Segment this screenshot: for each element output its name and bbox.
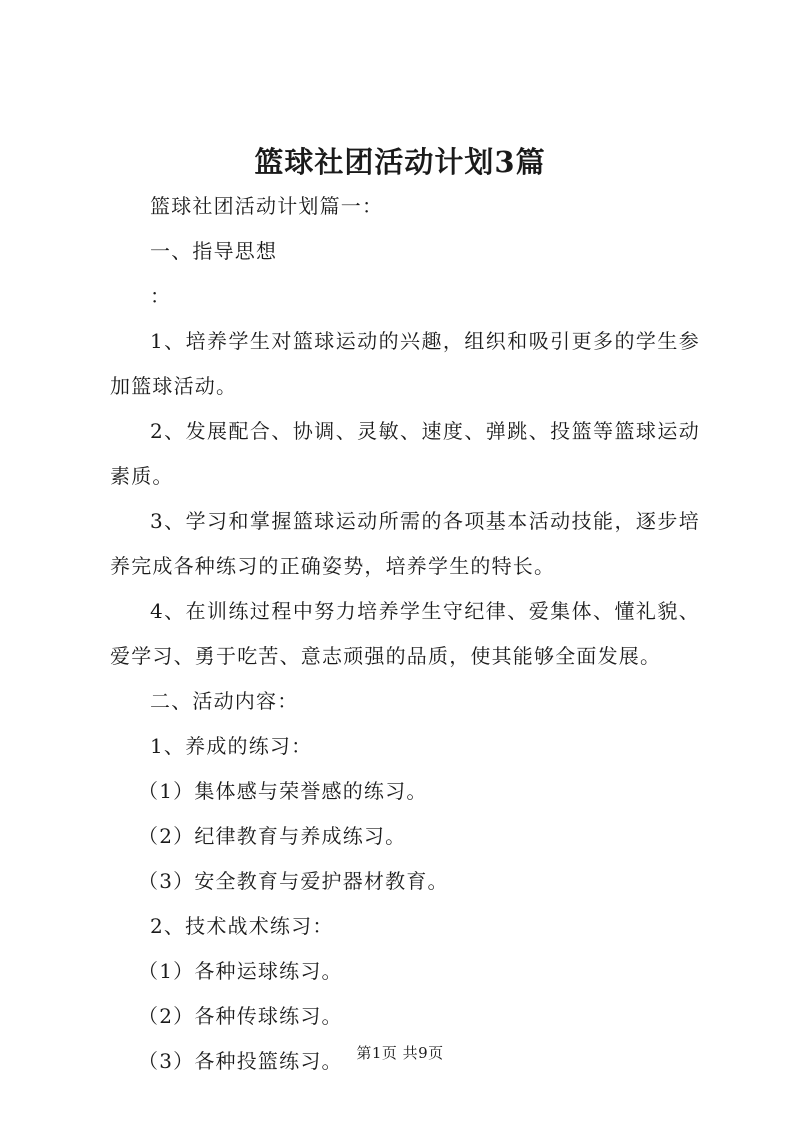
document-body: [110, 184, 700, 1084]
paragraph-subitem: （3）安全教育与爱护器材教育。: [138, 869, 449, 893]
paragraph-subitem: （1）各种运球练习。: [138, 959, 343, 983]
paragraph-guiding-ideas: 一、指导思想: [150, 239, 278, 263]
paragraph-activity-content: 二、活动内容：: [150, 689, 299, 713]
paragraph-subitem: （2）纪律教育与养成练习。: [138, 824, 407, 848]
page-number-footer: 第1页 共9页: [356, 1044, 444, 1062]
paragraph-subitem: （3）各种投篮练习。: [138, 1049, 343, 1073]
paragraph-habit-practice: 1、养成的练习：: [150, 734, 313, 758]
document-title: 篮球社团活动计划3篇: [254, 145, 546, 179]
paragraph-item-3: 3、学习和掌握篮球运动所需的各项基本活动技能，逐步培养完成各种练习的正确姿势，培养学生的特长。: [110, 509, 700, 578]
paragraph-item-1: 1、培养学生对篮球运动的兴趣，组织和吸引更多的学生参加篮球活动。: [110, 329, 700, 398]
paragraph-subitem: （1）集体感与荣誉感的练习。: [138, 779, 428, 803]
paragraph-subitem: （2）各种传球练习。: [138, 1004, 343, 1028]
paragraph-section-heading: 篮球社团活动计划篇一：: [150, 194, 384, 218]
paragraph-colon: ：: [150, 284, 172, 308]
paragraph-technique-practice: 2、技术战术练习：: [150, 914, 334, 938]
paragraph-item-2: 2、发展配合、协调、灵敏、速度、弹跳、投篮等篮球运动素质。: [110, 419, 700, 488]
paragraph-item-4: 4、在训练过程中努力培养学生守纪律、爱集体、懂礼貌、爱学习、勇于吃苦、意志顽强的品质，使其能够全面发展。: [110, 599, 700, 668]
